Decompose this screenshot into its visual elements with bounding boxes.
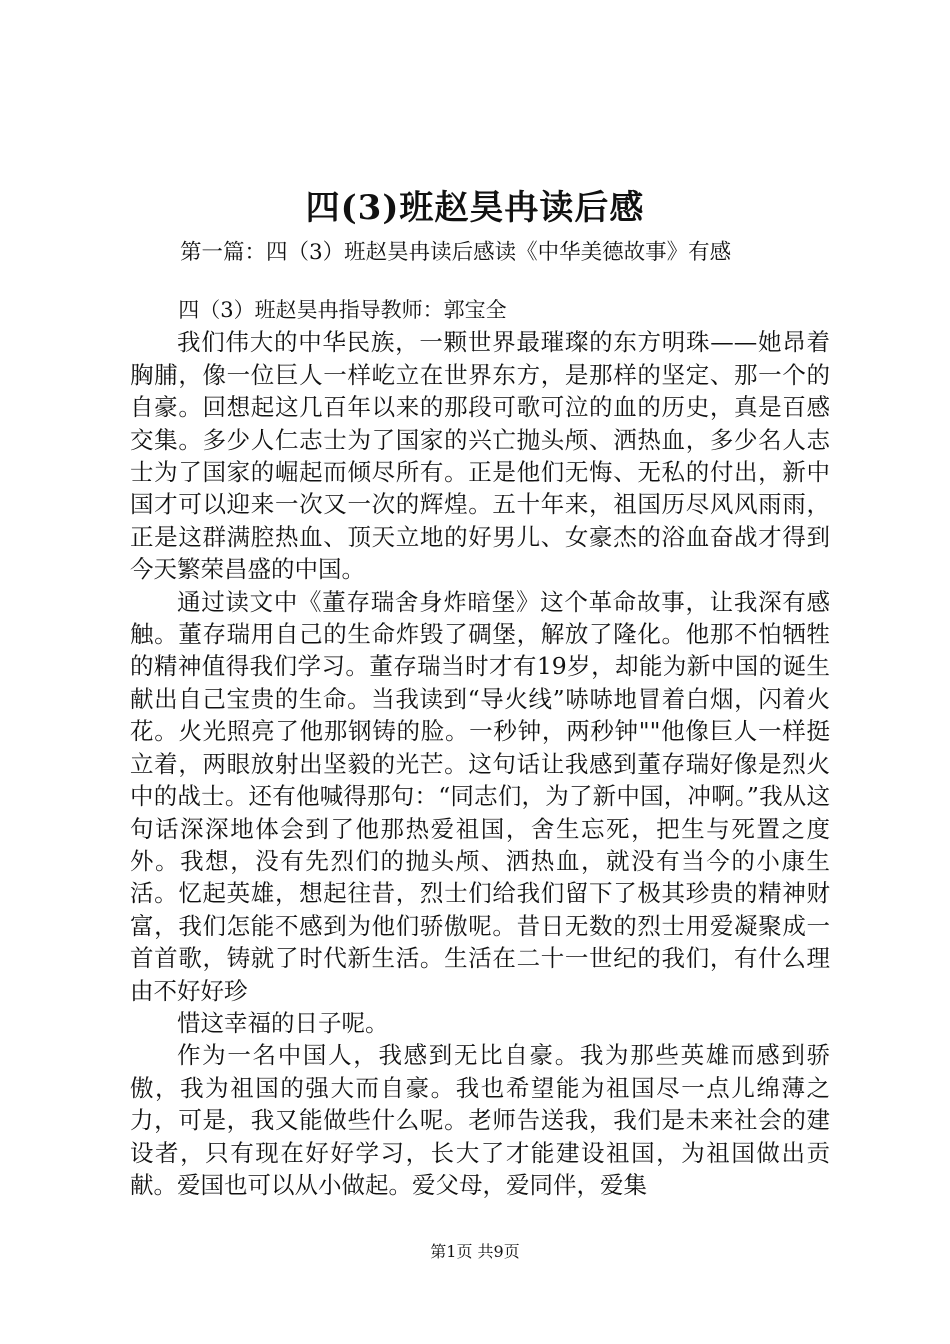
document-body	[130, 294, 830, 1201]
document-subtitle: 第一篇：四（3）班赵昊冉读后感读《中华美德故事》有感	[180, 240, 732, 265]
document-title: 四(3)班赵昊冉读后感	[305, 188, 645, 228]
paragraph-3: 惜这幸福的日子呢。	[177, 1008, 389, 1037]
page-footer: 第1页 共9页	[430, 1242, 520, 1261]
paragraph-2: 通过读文中《董存瑞舍身炸暗堡》这个革命故事，让我深有感触。董存瑞用自己的生命炸毁了碉堡，解放了隆化。他那不怕牺牲的精神值得我们学习。董存瑞当时才有19岁，却能为新中国的诞生献出自己宝贵的生命。当我读到“导火线”哧哧地冒着白烟，闪着火花。火光照亮了他那钢铸的脸。一秒钟，两秒钟""他像巨人一样挺立着，两眼放射出坚毅的光芒。这句话让我感到董存瑞好像是烈火中的战士。还有他喊得那句：“同志们，为了新中国，冲啊。”我从这句话深深地体会到了他那热爱祖国，舍生忘死，把生与死置之度外。我想，没有先烈们的抛头颅、洒热血，就没有当今的小康生活。忆起英雄，想起往昔，烈士们给我们留下了极其珍贵的精神财富，我们怎能不感到为他们骄傲呢。昔日无数的烈士用爱凝聚成一首首歌，铸就了时代新生活。生活在二十一世纪的我们，有什么理由不好好珍	[130, 587, 830, 1005]
paragraph-1: 我们伟大的中华民族，一颗世界最璀璨的东方明珠——她昂着胸脯，像一位巨人一样屹立在世界东方，是那样的坚定、那一个的自豪。回想起这几百年以来的那段可歌可泣的血的历史，真是百感交集。多少人仁志士为了国家的兴亡抛头颅、洒热血，多少名人志士为了国家的崛起而倾尽所有。正是他们无悔、无私的付出，新中国才可以迎来一次又一次的辉煌。五十年来，祖国历尽风风雨雨，正是这群满腔热血、顶天立地的好男儿、女豪杰的浴血奋战才得到今天繁荣昌盛的中国。	[130, 328, 830, 584]
author-line: 四（3）班赵昊冉指导教师：郭宝全	[178, 298, 507, 322]
paragraph-4: 作为一名中国人，我感到无比自豪。我为那些英雄而感到骄傲，我为祖国的强大而自豪。我也希望能为祖国尽一点儿绵薄之力，可是，我又能做些什么呢。老师告送我，我们是未来社会的建设者，只有现在好好学习，长大了才能建设祖国，为祖国做出贡献。爱国也可以从小做起。爱父母，爱同伴，爱集	[130, 1041, 830, 1199]
